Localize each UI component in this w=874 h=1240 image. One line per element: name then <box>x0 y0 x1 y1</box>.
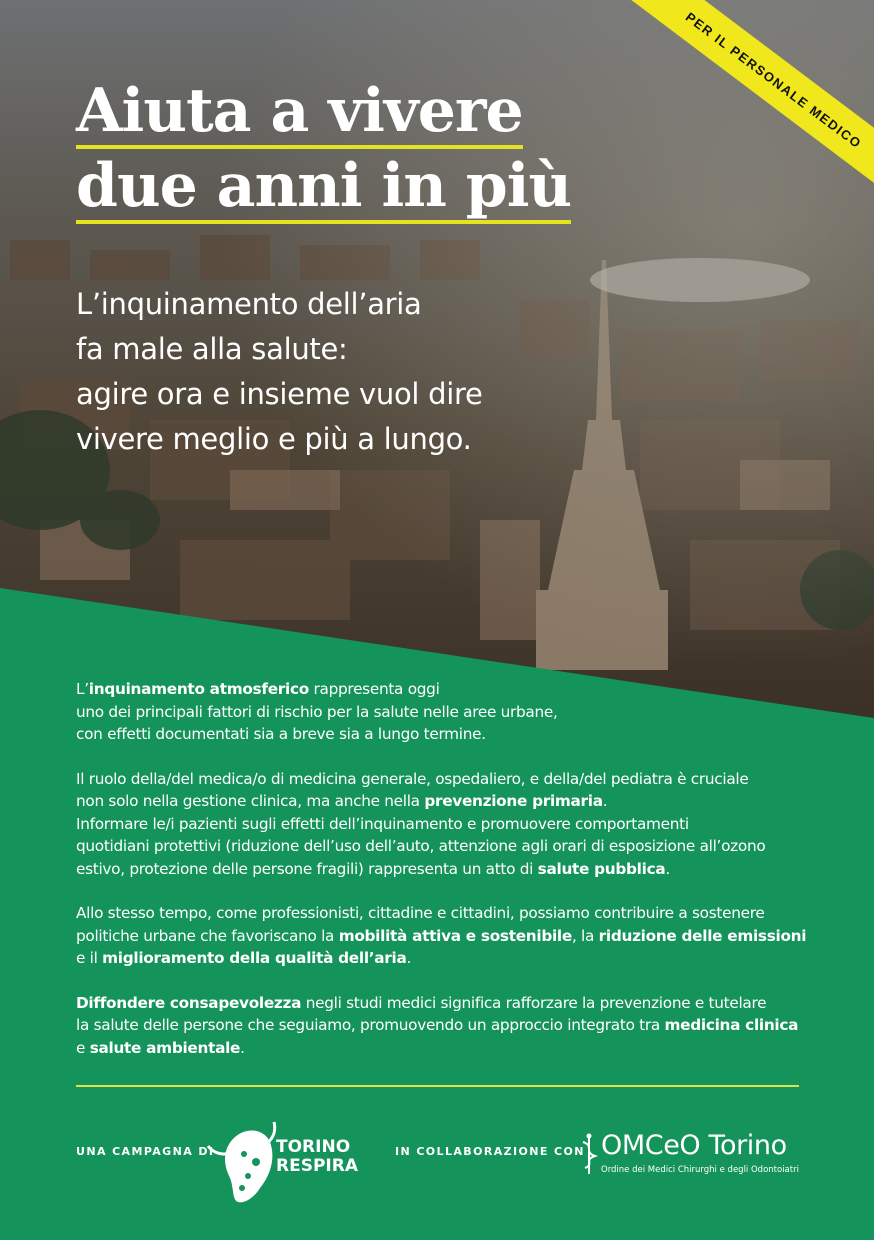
logo-text-line-1: TORINO <box>276 1137 351 1157</box>
text: Il ruolo della/del medica/o di medicina generale, ospedaliero, e della/del pediatra è cruciale <box>76 769 749 788</box>
ribbon-badge: PER IL PERSONALE MEDICO <box>617 0 874 206</box>
paragraph-4 <box>76 992 816 1060</box>
paragraph-1 <box>76 678 816 746</box>
omceo-logo-subtitle: Ordine dei Medici Chirurghi e degli Odontoiatri <box>601 1165 799 1175</box>
text: , la <box>571 926 599 945</box>
bold-text: riduzione delle emissioni <box>598 926 807 945</box>
bold-text: miglioramento della qualità dell’aria <box>102 949 407 967</box>
text: L’ <box>76 680 89 698</box>
text: politiche urbane che favoriscano la <box>76 926 339 945</box>
bold-text: salute pubblica <box>537 859 666 878</box>
text: rappresenta oggi <box>308 680 440 698</box>
body-text <box>76 678 816 1081</box>
caduceus-icon <box>580 1132 598 1176</box>
text: e il <box>76 949 103 967</box>
text: estivo, protezione delle persone fragili) rappresenta un atto di <box>76 859 538 878</box>
text: Informare le/i pazienti sugli effetti dell’inquinamento e promuovere comportamenti <box>76 814 689 833</box>
text: la salute delle persone che seguiamo, promuovendo un approccio integrato tra <box>76 1016 665 1034</box>
text: con effetti documentati sia a breve sia a lungo termine. <box>76 725 486 743</box>
text: Allo stesso tempo, come professionisti, cittadine e cittadini, possiamo contribuire a sostenere <box>76 904 765 922</box>
text: . <box>240 1038 245 1057</box>
paragraph-2 <box>76 768 816 881</box>
bold-text: medicina clinica <box>664 1016 799 1034</box>
campaign-label: UNA CAMPAGNA DI <box>76 1145 215 1158</box>
text: negli studi medici significa rafforzare la prevenzione e tutelare <box>301 993 767 1012</box>
text: . <box>665 859 670 878</box>
text: uno dei principali fattori di rischio per la salute nelle aree urbane, <box>76 702 558 721</box>
paragraph-3 <box>76 902 816 970</box>
text: e <box>76 1038 90 1057</box>
divider <box>76 1085 799 1087</box>
text: . <box>406 949 412 967</box>
subhead-line-3: agire ora e insieme vuol dire <box>76 377 483 411</box>
bold-text: mobilità attiva e sostenibile <box>338 926 572 945</box>
subhead-line-2: fa male alla salute: <box>76 332 348 366</box>
bold-text: salute ambientale <box>89 1038 241 1057</box>
subheading <box>76 282 483 462</box>
text: non solo nella gestione clinica, ma anche nella <box>76 792 425 810</box>
subhead-line-4: vivere meglio e più a lungo. <box>76 422 472 456</box>
headline-line-1: Aiuta a vivere <box>76 79 523 149</box>
omceo-logo-name: OMCeO Torino <box>601 1130 787 1161</box>
text: . <box>602 792 608 810</box>
collaboration-label: IN COLLABORAZIONE CON <box>395 1145 585 1158</box>
subhead-line-1: L’inquinamento dell’aria <box>76 287 422 321</box>
bold-text: inquinamento atmosferico <box>88 680 309 698</box>
headline-line-2: due anni in più <box>76 154 571 224</box>
text: quotidiani protettivi (riduzione dell’uso dell’auto, attenzione agli orari di esposizione all’ozono <box>76 837 766 855</box>
bold-text: Diffondere consapevolezza <box>76 993 302 1012</box>
torino-respira-logo <box>276 1138 358 1176</box>
headline <box>76 74 571 224</box>
bold-text: prevenzione primaria <box>424 792 603 810</box>
logo-text-line-2: RESPIRA <box>276 1156 358 1176</box>
